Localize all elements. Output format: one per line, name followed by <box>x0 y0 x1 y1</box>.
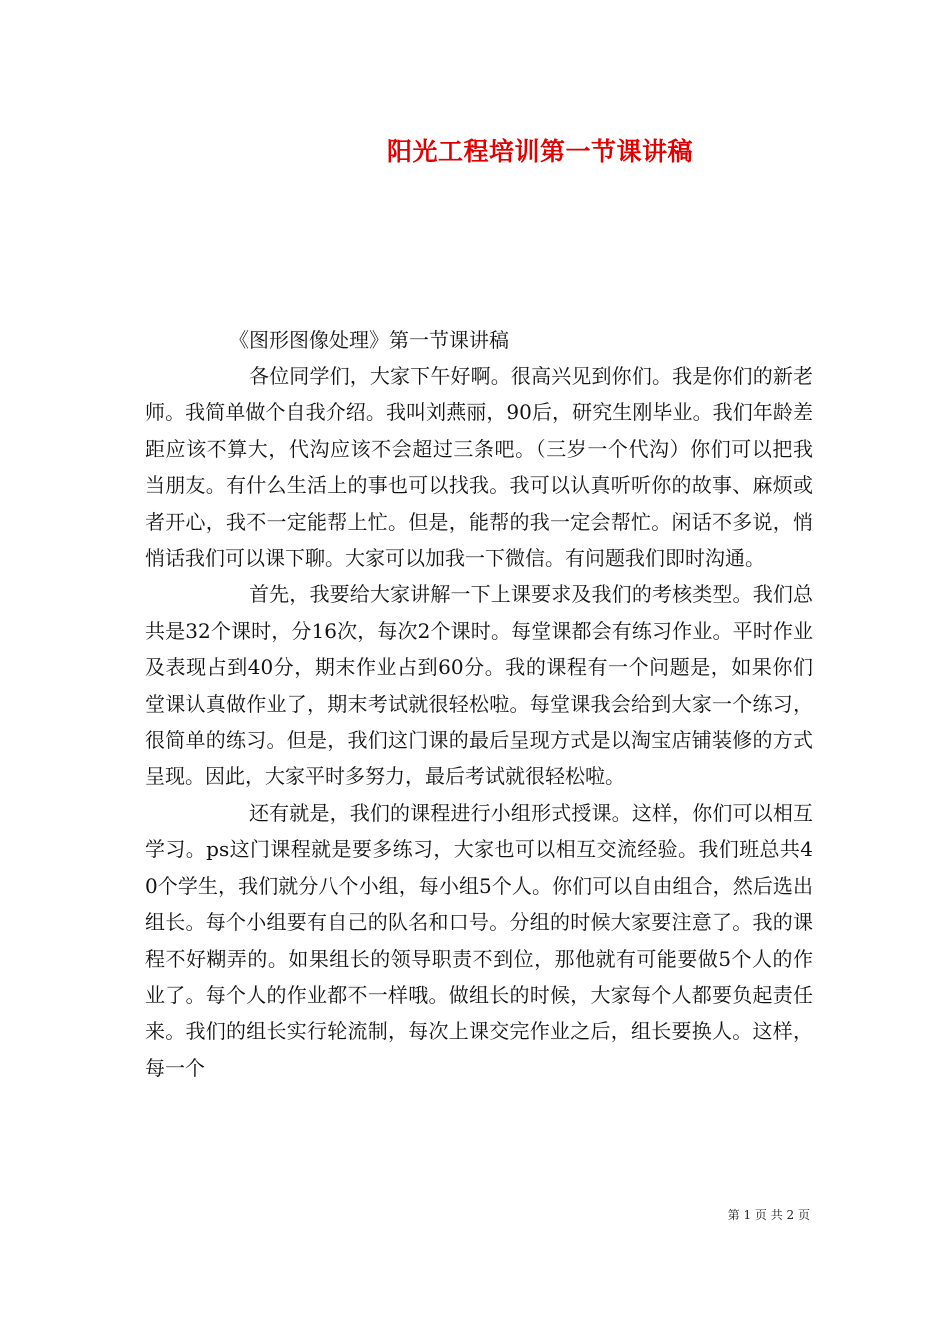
paragraph-introduction: 各位同学们，大家下午好啊。很高兴见到你们。我是你们的新老师。我简单做个自我介绍。我叫刘燕丽，90后，研究生刚毕业。我们年龄差距应该不算大，代沟应该不会超过三条吧。（三岁一个代沟）你们可以把我当朋友。有什么生活上的事也可以找我。我可以认真听听你的故事、麻烦或者开心，我不一定能帮上忙。但是，能帮的我一定会帮忙。闲话不多说，悄悄话我们可以课下聊。大家可以加我一下微信。有问题我们即时沟通。 <box>145 364 813 571</box>
page-number-footer: 第 1 页 共 2 页 <box>727 1208 810 1222</box>
lecture-subtitle: 《图形图像处理》第一节课讲稿 <box>229 328 509 352</box>
paragraph-course-requirements: 首先，我要给大家讲解一下上课要求及我们的考核类型。我们总共是32个课时，分16次，每次2个课时。每堂课都会有练习作业。平时作业及表现占到40分，期末作业占到60分。我的课程有一个问题是，如果你们堂课认真做作业了，期末考试就很轻松啦。每堂课我会给到大家一个练习，很简单的练习。但是，我们这门课的最后呈现方式是以淘宝店铺装修的方式呈现。因此，大家平时多努力，最后考试就很轻松啦。 <box>145 582 813 789</box>
document-title: 阳光工程培训第一节课讲稿 <box>386 137 693 166</box>
document-body <box>145 322 813 1086</box>
paragraph-group-work: 还有就是，我们的课程进行小组形式授课。这样，你们可以相互学习。ps这门课程就是要多练习，大家也可以相互交流经验。我们班总共40个学生，我们就分八个小组，每小组5个人。你们可以自由组合，然后选出组长。每个小组要有自己的队名和口号。分组的时候大家要注意了。我的课程不好糊弄的。如果组长的领导职责不到位，那他就有可能要做5个人的作业了。每个人的作业都不一样哦。做组长的时候，大家每个人都要负起责任来。我们的组长实行轮流制，每次上课交完作业之后，组长要换人。这样，每一个 <box>145 800 813 1080</box>
